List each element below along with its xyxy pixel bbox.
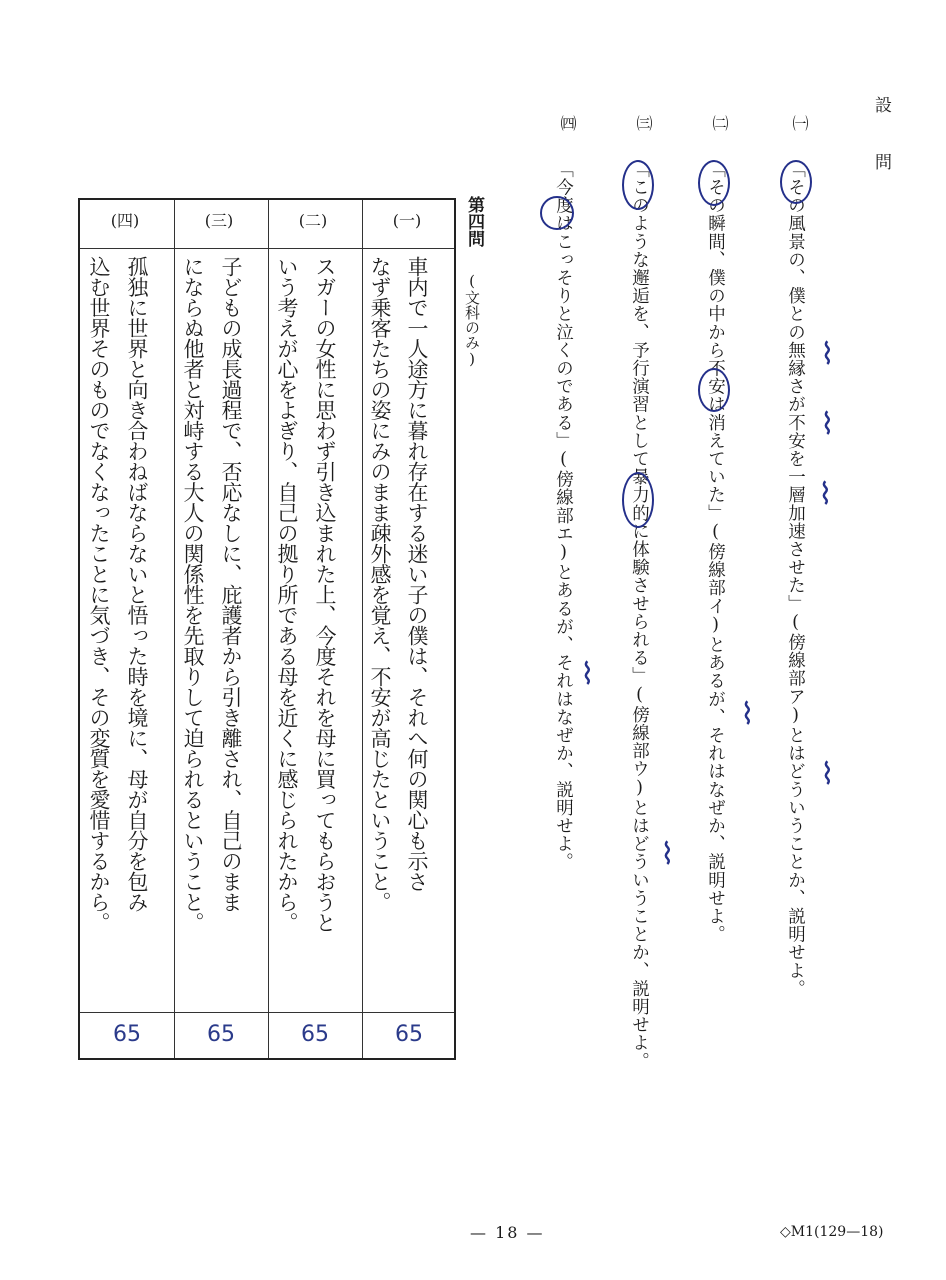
question-text: 「その風景の、僕との無縁さが不安を一層加速させた」(傍線部ア)とはどういうことか、説明せよ。	[785, 160, 806, 998]
question-number: ㈢	[634, 115, 653, 131]
tick-mark: ⌇	[820, 757, 835, 792]
column-divider	[174, 200, 175, 1058]
tick-mark: ⌇	[660, 837, 675, 872]
answer-line: なず乗客たちの姿にみのまま疎外感を覚え、不安が高じたということ。	[368, 256, 393, 912]
answer-line: にならぬ他者と対峙する大人の関係性を先取りして迫られるということ。	[181, 256, 206, 933]
circle-mark	[540, 196, 574, 230]
answer-line: いう考えが心をよぎり、自己の拠り所である母を近くに感じられたから。	[275, 256, 300, 933]
question-number: ㈠	[790, 115, 809, 131]
circle-mark	[698, 368, 730, 412]
column-divider	[268, 200, 269, 1058]
tick-mark: ⌇	[580, 657, 595, 692]
answer-line: 込む世界そのものでなくなったことに気づき、その変質を愛惜するから。	[87, 256, 112, 933]
answer-sheet-subtitle: (文科のみ)	[463, 272, 481, 368]
answer-table	[78, 198, 456, 1060]
row-divider	[80, 1012, 454, 1013]
question-number: ㈣	[558, 115, 577, 131]
row-divider	[80, 248, 454, 249]
tick-mark: ⌇	[740, 697, 755, 732]
column-divider	[362, 200, 363, 1058]
tick-mark: ⌇	[820, 407, 835, 442]
question-text: 「今度はこっそりと泣くのである」(傍線部エ)とあるが、それはなぜか、説明せよ。	[553, 160, 574, 871]
questions-heading: 設 問	[871, 96, 891, 180]
answer-line: スガーの女性に思わず引き込まれた上、今度それを母に買ってもらおうと	[313, 256, 338, 933]
answer-line: 車内で一人途方に暮れ存在する迷い子の僕は、それへ何の関心も示さ	[405, 256, 430, 892]
circle-mark	[780, 160, 812, 204]
circle-mark	[698, 160, 730, 206]
answer-line: 孤独に世界と向き合わねばならないと悟った時を境に、母が自分を包み	[125, 256, 150, 912]
question-text: 「このような邂逅を、予行演習として暴力的に体験させられる」(傍線部ウ)とはどういうことか、説明せよ。	[629, 160, 650, 1070]
score: 65	[395, 1022, 423, 1047]
answer-line: 子どもの成長過程で、否応なしに、庇護者から引き離され、自己のまま	[219, 256, 244, 912]
column-label: (二)	[298, 211, 328, 230]
page-number: — 18 —	[470, 1223, 545, 1242]
column-label: (三)	[204, 211, 234, 230]
document-code: ◇M1(129—18)	[780, 1224, 884, 1240]
score: 65	[301, 1022, 329, 1047]
tick-mark: ⌇	[820, 337, 835, 372]
question-number: ㈡	[710, 115, 729, 131]
score: 65	[207, 1022, 235, 1047]
tick-mark: ⌇	[818, 477, 833, 512]
circle-mark	[622, 160, 654, 210]
score: 65	[113, 1022, 141, 1047]
question-text: 「その瞬間、僕の中から不安は消えていた」(傍線部イ)とあるが、それはなぜか、説明せよ。	[705, 160, 726, 944]
circle-mark	[622, 472, 654, 528]
column-label: (一)	[392, 211, 422, 230]
answer-sheet-title: 第四問	[464, 196, 484, 247]
column-label: (四)	[110, 211, 140, 230]
